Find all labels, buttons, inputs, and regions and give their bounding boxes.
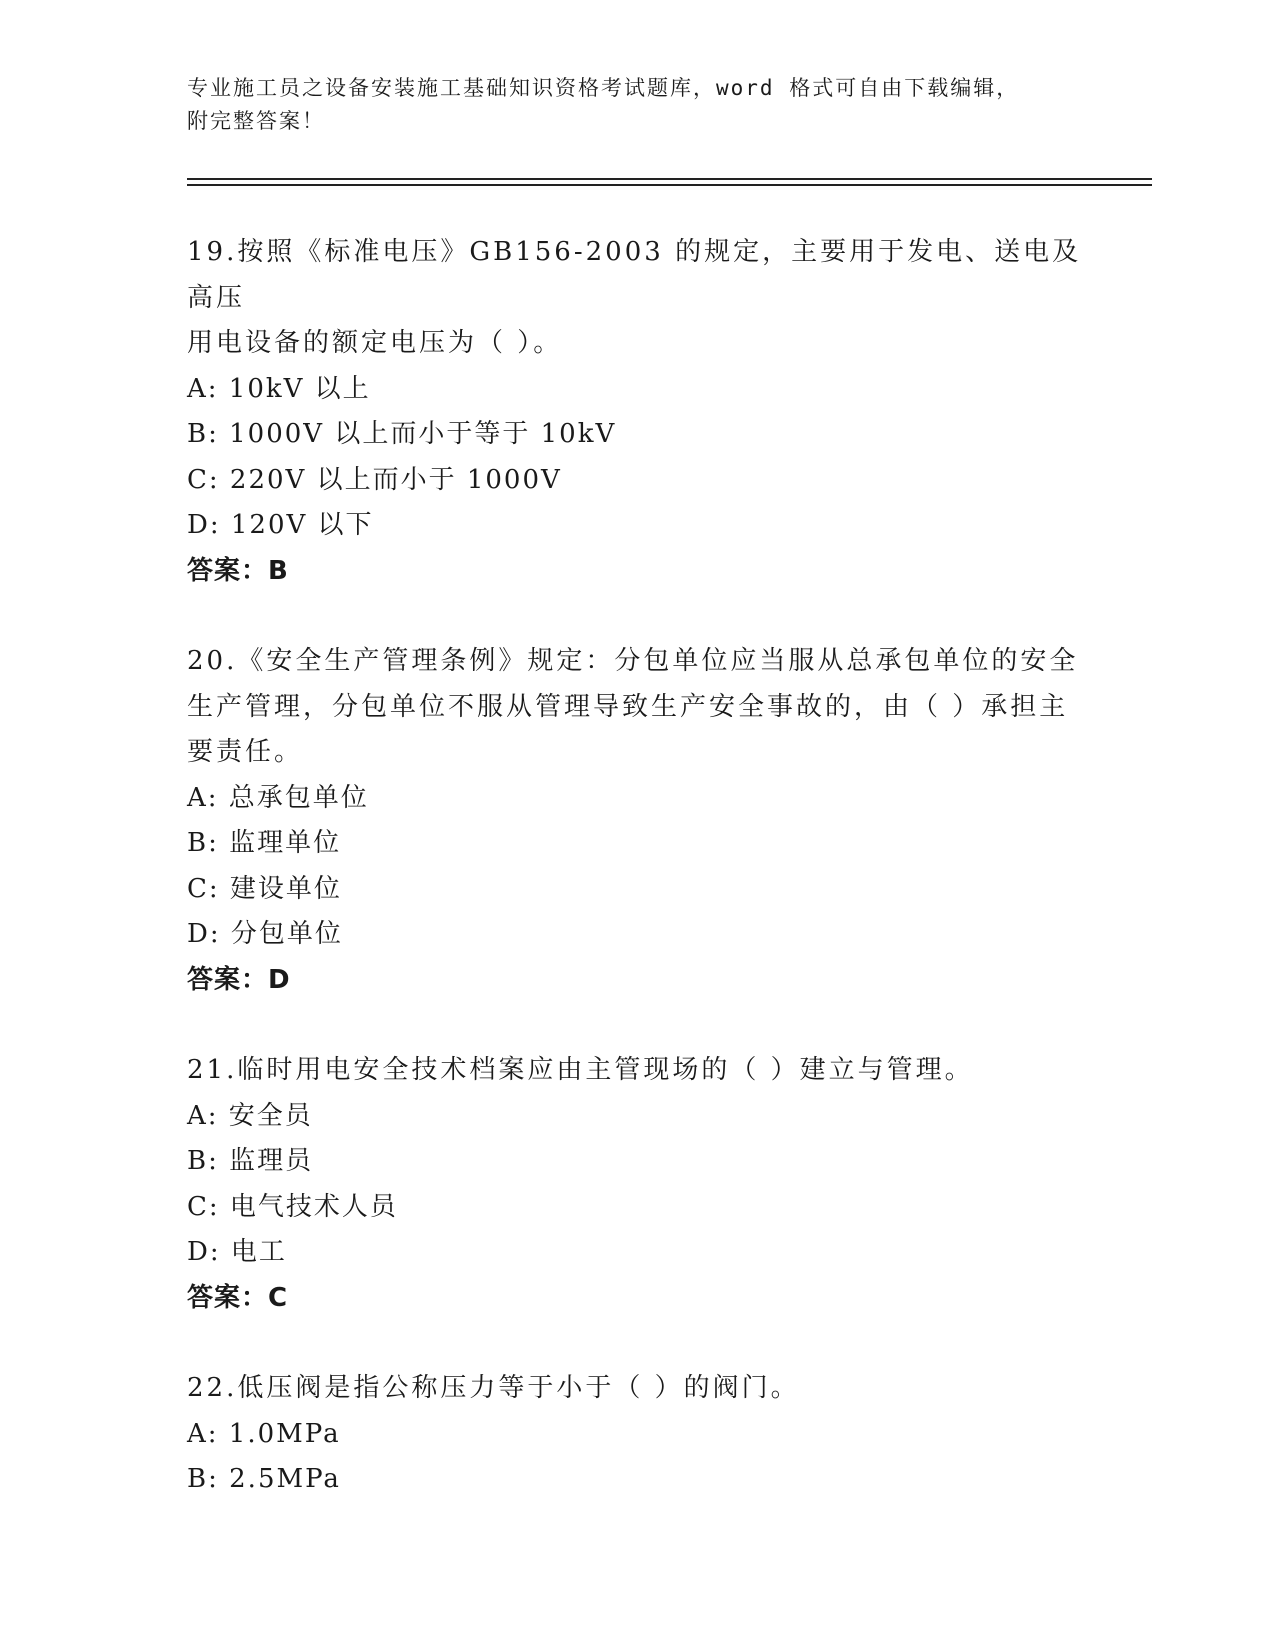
option-d: D: 电工 (187, 1237, 287, 1267)
question-20 (187, 639, 1087, 1003)
spacer (187, 1003, 1087, 1048)
question-stem: 19.按照《标准电压》GB156-2003 的规定，主要用于发电、送电及高压 (187, 237, 1082, 313)
option-c: C: 电气技术人员 (187, 1191, 398, 1222)
question-stem: 22.低压阀是指公称压力等于小于（ ）的阀门。 (187, 1373, 800, 1403)
option-a: A: 10kV 以上 (187, 373, 371, 404)
question-list (187, 230, 1087, 1503)
option-b: B: 监理单位 (187, 828, 342, 858)
option-c: C: 建设单位 (187, 873, 342, 904)
option-b: B: 监理员 (187, 1146, 314, 1176)
answer-line: 答案：B (187, 555, 289, 586)
question-stem: 生产管理，分包单位不服从管理导致生产安全事故的，由（ ）承担主 (187, 691, 1069, 722)
header-divider-top (187, 178, 1152, 180)
option-d: D: 分包单位 (187, 919, 343, 949)
option-b: B: 1000V 以上而小于等于 10kV (187, 419, 617, 449)
question-21 (187, 1048, 1087, 1321)
question-stem: 20.《安全生产管理条例》规定：分包单位应当服从总承包单位的安全 (187, 646, 1079, 676)
answer-line: 答案：D (187, 964, 291, 995)
option-d: D: 120V 以下 (187, 510, 374, 540)
header-line-1: 专业施工员之设备安装施工基础知识资格考试题库，word 格式可自由下载编辑， (187, 76, 1020, 100)
option-a: A: 安全员 (187, 1100, 313, 1131)
question-22 (187, 1366, 1087, 1503)
spacer (187, 594, 1087, 639)
option-b: B: 2.5MPa (187, 1464, 341, 1494)
document-header (187, 72, 1087, 138)
answer-line: 答案：C (187, 1282, 289, 1313)
option-a: A: 总承包单位 (187, 782, 369, 813)
spacer (187, 1321, 1087, 1366)
header-divider-bottom (187, 184, 1152, 186)
question-stem: 用电设备的额定电压为（ ）。 (187, 328, 563, 358)
option-c: C: 220V 以上而小于 1000V (187, 464, 562, 495)
question-stem: 21.临时用电安全技术档案应由主管现场的（ ）建立与管理。 (187, 1055, 974, 1085)
question-19 (187, 230, 1087, 594)
header-line-2: 附完整答案！ (187, 109, 325, 133)
option-a: A: 1.0MPa (187, 1418, 341, 1449)
question-stem: 要责任。 (187, 737, 304, 767)
